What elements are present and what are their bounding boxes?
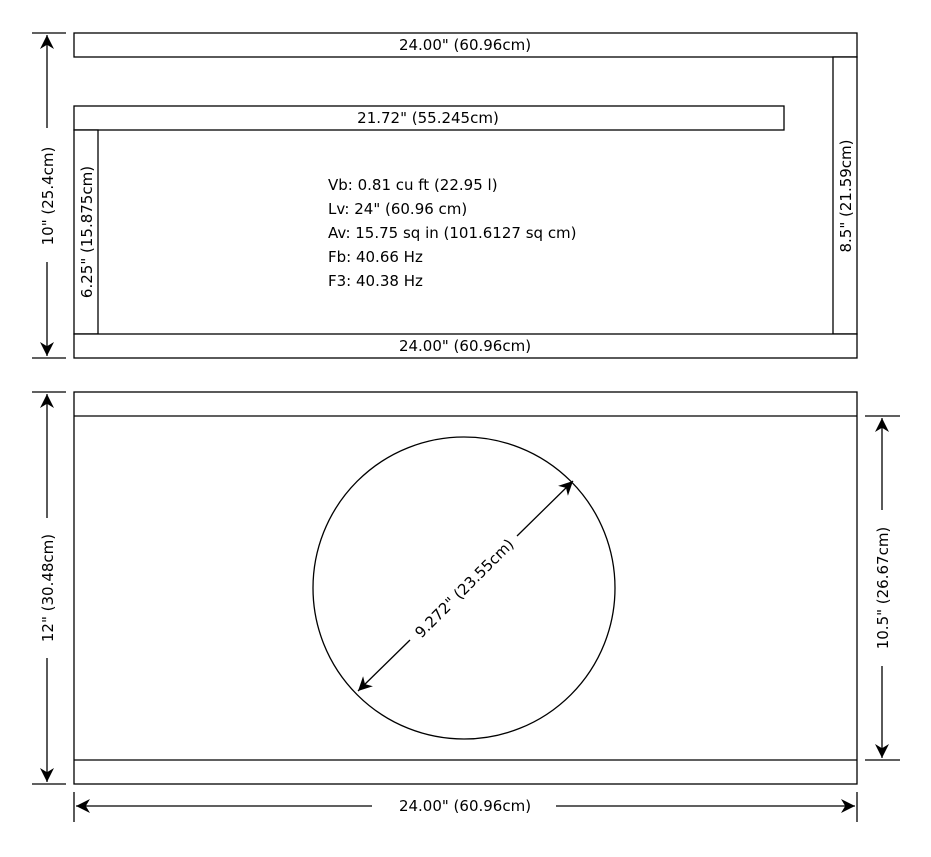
height-dimension-label: 10" (25.4cm) <box>39 146 57 246</box>
top-board-label: 24.00" (60.96cm) <box>398 36 532 54</box>
front-width-label: 24.00" (60.96cm) <box>398 797 532 815</box>
spec-av: Av: 15.75 sq in (101.6127 sq cm) <box>328 224 577 242</box>
spec-f3: F3: 40.38 Hz <box>328 272 423 290</box>
spec-fb: Fb: 40.66 Hz <box>328 248 423 266</box>
specs-block <box>328 176 577 290</box>
right-board-label: 8.5" (21.59cm) <box>837 139 855 253</box>
side-view <box>32 33 857 358</box>
bottom-board-label: 24.00" (60.96cm) <box>398 337 532 355</box>
inner-height-label: 10.5" (26.67cm) <box>874 526 892 650</box>
spec-vb: Vb: 0.81 cu ft (22.95 l) <box>328 176 498 194</box>
front-height-label: 12" (30.48cm) <box>39 533 57 643</box>
left-board-label: 6.25" (15.875cm) <box>78 165 96 299</box>
front-view <box>32 392 900 822</box>
cutout-diameter-label: 9.272" (23.55cm) <box>411 535 518 642</box>
baffle-label: 21.72" (55.245cm) <box>357 109 499 127</box>
spec-lv: Lv: 24" (60.96 cm) <box>328 200 468 218</box>
